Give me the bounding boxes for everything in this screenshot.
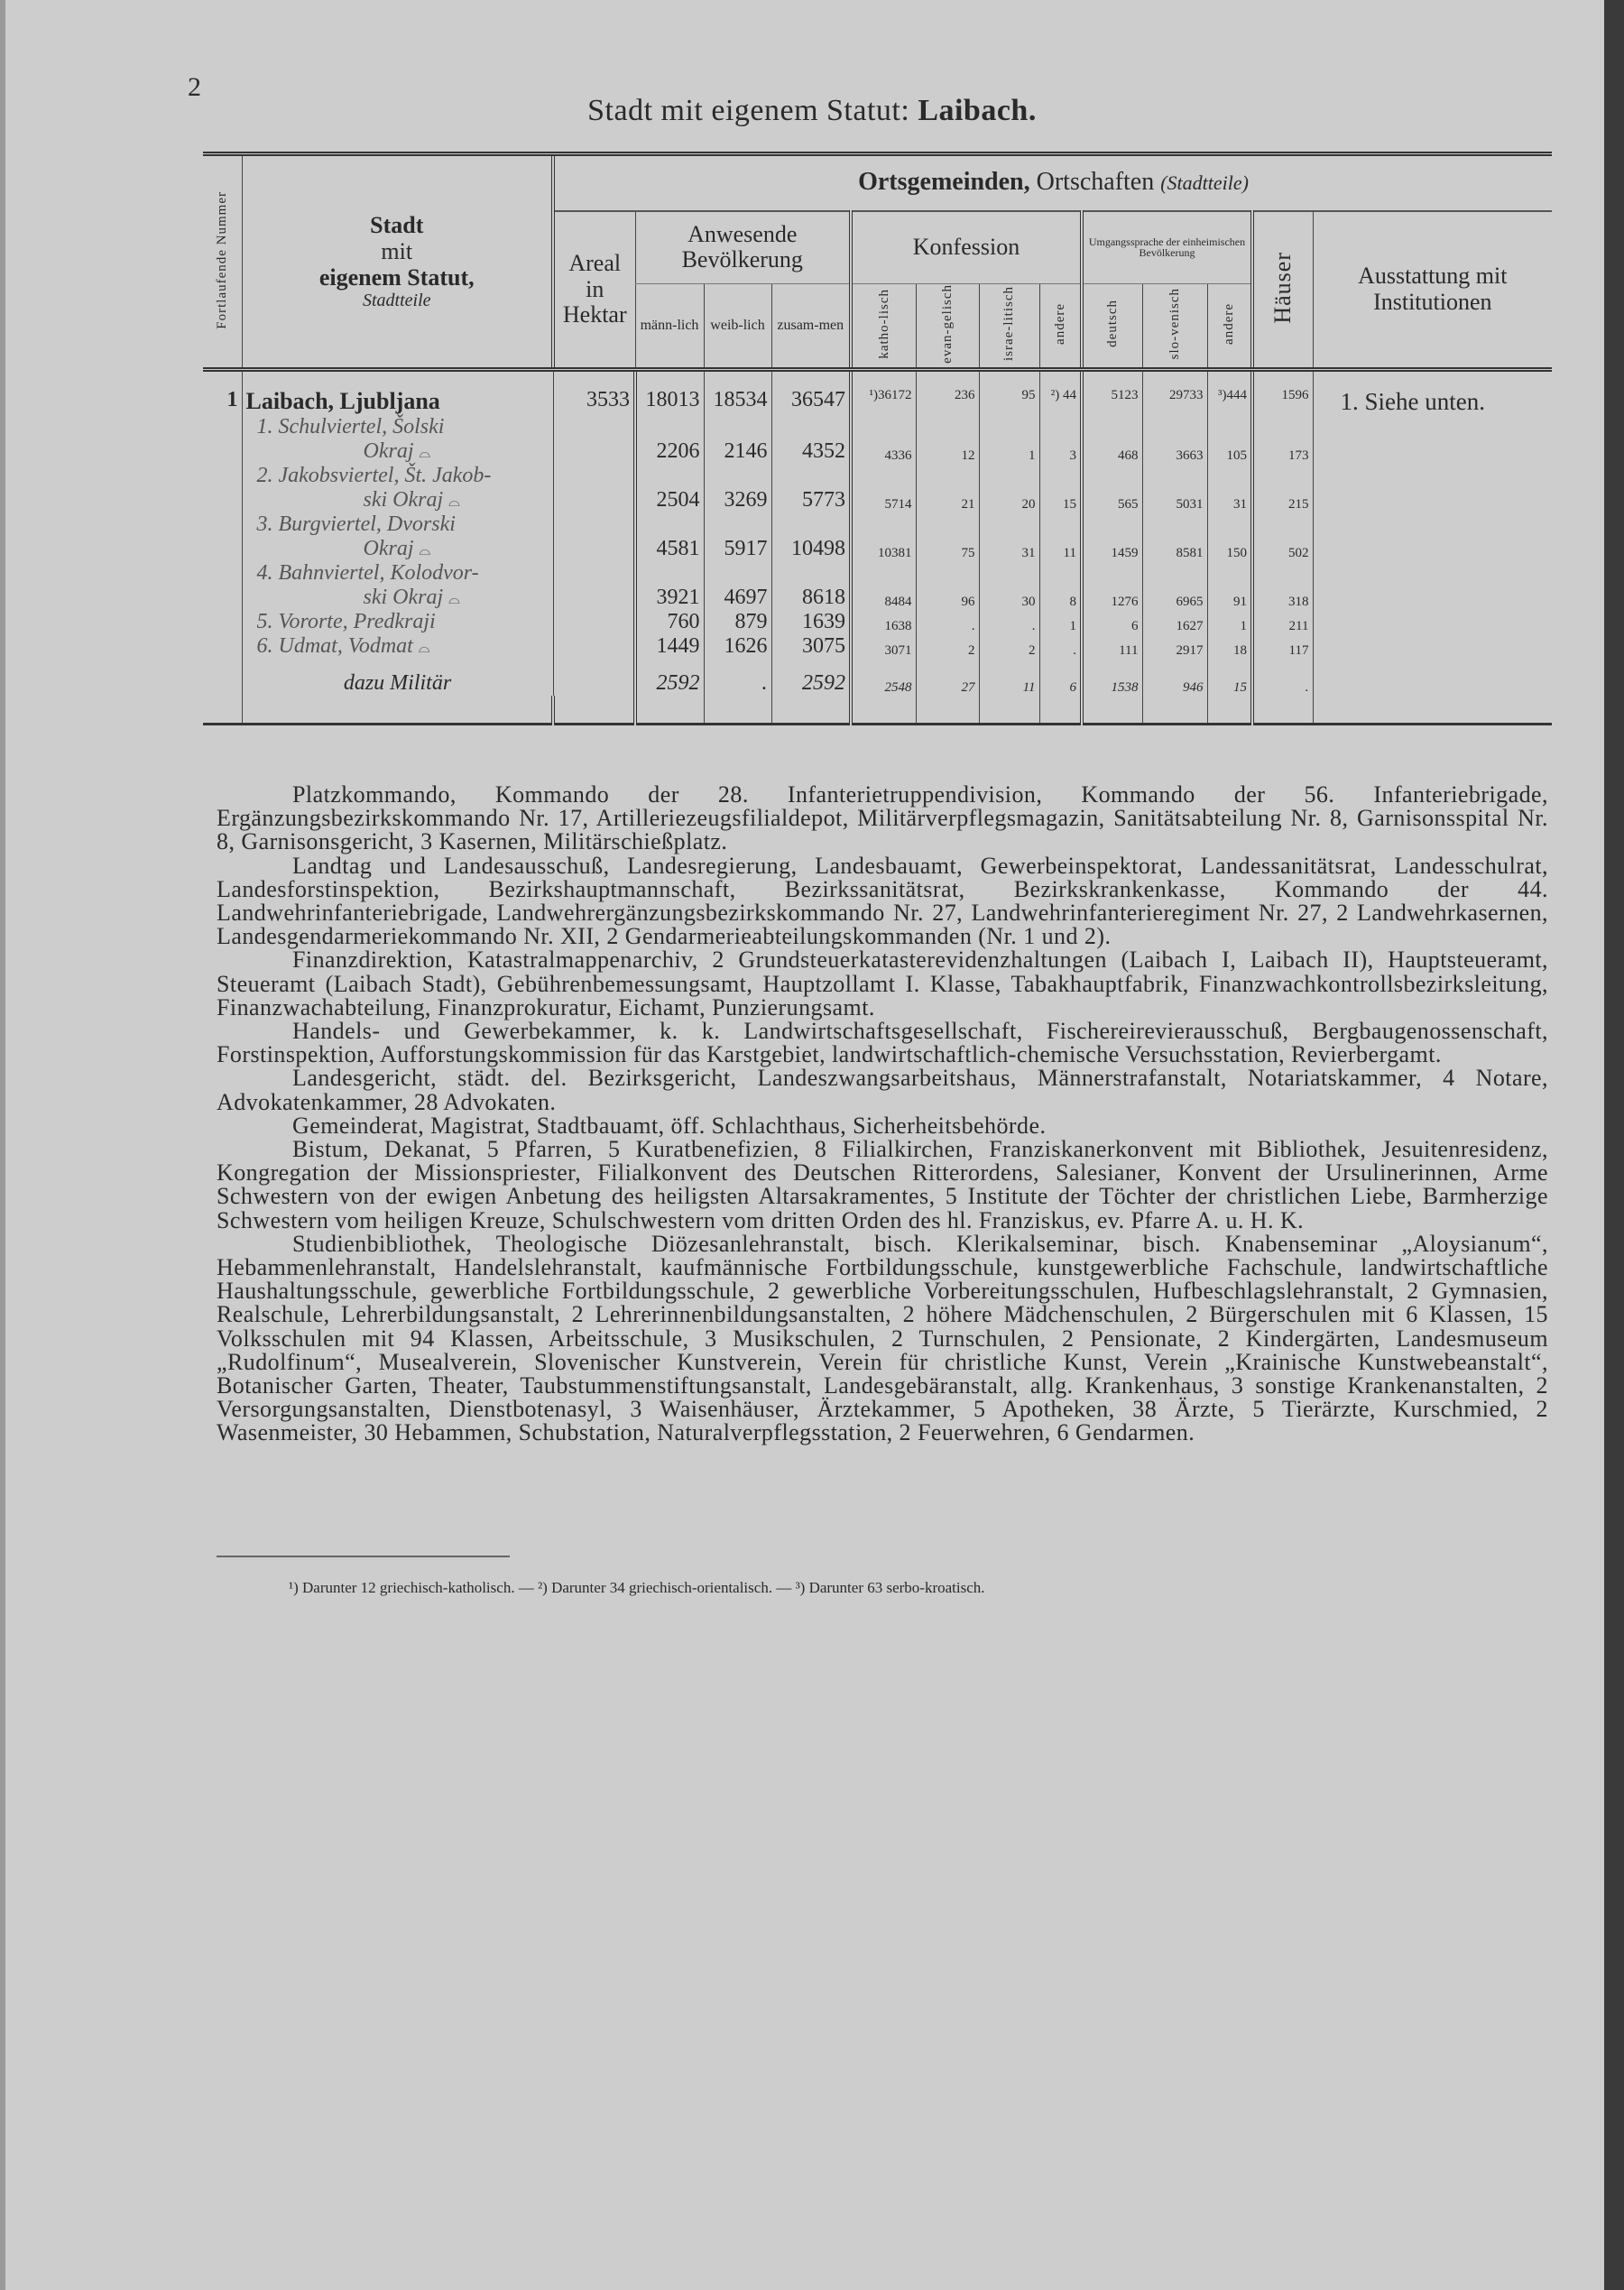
header-ort-italic: (Stadtteile) <box>1160 171 1249 195</box>
cell-pop-total: 10498 <box>771 512 851 561</box>
cell-areal <box>553 634 635 659</box>
cell-pop-total: 2592 <box>771 659 851 696</box>
cell-konf-isr: 30 <box>979 561 1039 610</box>
scan-edge-left <box>0 0 5 2290</box>
header-umgangssprache: Umgangssprache der einheimischen Bevölkerung <box>1082 211 1252 284</box>
cell-konf-isr: 2 <box>979 634 1039 659</box>
cell-konf-ev: 75 <box>916 512 979 561</box>
cell-areal <box>553 464 635 512</box>
cell-lang-and: 18 <box>1207 634 1252 659</box>
cell-pop-male: 1449 <box>635 634 704 659</box>
cell-houses: 211 <box>1252 610 1313 634</box>
row-number <box>203 634 242 659</box>
cell-lang-de: 111 <box>1082 634 1142 659</box>
cell-pop-total: 4352 <box>771 415 851 464</box>
cell-pop-male: 4581 <box>635 512 704 561</box>
header-city-l4: Stadtteile <box>362 291 431 311</box>
cell-konf-kath: 2548 <box>851 659 916 696</box>
cell-konf-kath: 3071 <box>851 634 916 659</box>
spacer-cell <box>771 696 851 725</box>
cell-pop-male: 2206 <box>635 415 704 464</box>
header-konf-kath <box>851 284 916 370</box>
cell-konf-kath: 5714 <box>851 464 916 512</box>
row-label-line: ski Okraj <box>363 488 444 512</box>
spacer-cell <box>1252 696 1313 725</box>
spacer-cell <box>635 696 704 725</box>
cell-konf-ev: 236 <box>916 370 979 416</box>
cell-pop-total: 8618 <box>771 561 851 610</box>
spacer-cell <box>1082 696 1142 725</box>
header-lang-and-label: andere <box>1222 302 1236 345</box>
building-icon: ⌓ <box>448 494 460 511</box>
cell-pop-female: 2146 <box>704 415 771 464</box>
header-konf-kath-label: katho-lisch <box>876 289 891 359</box>
header-ort-rest: Ortschaften <box>1036 168 1155 197</box>
cell-lang-de: 5123 <box>1082 370 1142 416</box>
cell-konf-ev: 27 <box>916 659 979 696</box>
header-city-l1: Stadt <box>370 212 424 239</box>
cell-lang-and: 31 <box>1207 464 1252 512</box>
row-label <box>242 659 553 696</box>
row-number: 1 <box>226 388 238 412</box>
header-population: Anwesende Bevölkerung <box>635 211 851 284</box>
scan-edge-right <box>1604 0 1624 2290</box>
header-konf-and-label: andere <box>1052 302 1067 345</box>
cell-konf-and: 3 <box>1039 415 1082 464</box>
spacer-cell <box>203 696 242 725</box>
institutions-paragraph: Platzkommando, Kommando der 28. Infanterietruppendivision, Kommando der 56. Infanteriebrigade, Ergänzungsbezirkskommando Nr. 17, Artilleriezeugsfilialdepot, Militärverpflegsmagazin, Sanitätsabteilung Nr. 8, Garnisonsspital Nr. 8, Garnisonsgericht, 3 Kasernen, Militärschießplatz. <box>217 781 1548 855</box>
header-pop-total: zusam-men <box>771 284 851 370</box>
header-lang-sl-label: slo-venisch <box>1167 288 1182 360</box>
cell-lang-sl: 3663 <box>1142 415 1207 464</box>
cell-konf-and: ²) 44 <box>1039 370 1082 416</box>
cell-konf-isr: 20 <box>979 464 1039 512</box>
footnotes: ¹) Darunter 12 griechisch-katholisch. — ²) Darunter 34 griechisch-orientalisch. — ³) Darunter 63 serbo-kroatisch. <box>289 1579 985 1596</box>
institutions-paragraph: Studienbibliothek, Theologische Diözesanlehranstalt, bisch. Klerikalseminar, bisch. Knabenseminar „Aloysianum“, Hebammenlehranstalt, Handelslehranstalt, kaufmännische Fortbildungsschule, kunstgewerbliche Fachschule, landwirtschaftliche Haushaltungsschule, gewerbliche Fortbildungsschule, 2 gewerbliche Vorbereitungsschulen, Hufbeschlagslehranstalt, 2 Gymnasien, Realschule, Lehrerbildungsanstalt, 2 Lehrerinnenbildungsanstalten, 2 höhere Mädchenschulen, 2 Bürgerschulen mit 6 Klassen, 15 Volksschulen mit 94 Klassen, Arbeitsschule, 3 Musikschulen, 2 Turnschulen, 2 Pensionate, 2 Kindergärten, Landesmuseum „Rudolfinum“, Musealverein, Slovenischer Kunstverein, Verein für christliche Kunst, Verein „Krainische Kunstwebeanstalt“, Botanischer Garten, Theater, Taubstummenstiftungsanstalt, Landesgebäranstalt, allg. Krankenhaus, 3 sonstige Krankenanstalten, 2 Versorgungsanstalten, Dienstbotenasyl, 3 Waisenhäuser, Ärztekammer, 5 Apotheken, 38 Ärzte, 5 Tierärzte, Kurschmied, 2 Wasenmeister, 30 Hebammen, Schubstation, Naturalverpflegsstation, 2 Feuerwehren, 6 Gendarmen. <box>217 1230 1548 1446</box>
cell-konf-kath: 8484 <box>851 561 916 610</box>
cell-pop-female: 4697 <box>704 561 771 610</box>
row-label-line: ski Okraj <box>363 586 444 610</box>
cell-lang-sl: 29733 <box>1142 370 1207 416</box>
row-number <box>203 464 242 512</box>
cell-konf-kath: ¹)36172 <box>851 370 916 416</box>
cell-lang-and: 1 <box>1207 610 1252 634</box>
cell-lang-de: 468 <box>1082 415 1142 464</box>
row-number <box>203 512 242 561</box>
cell-pop-male: 3921 <box>635 561 704 610</box>
cell-lang-and: 105 <box>1207 415 1252 464</box>
row-label-line: 1. Schulviertel, Šolski <box>256 415 445 439</box>
cell-lang-sl: 946 <box>1142 659 1207 696</box>
spacer-cell <box>704 696 771 725</box>
header-city-l2: mit <box>381 237 413 264</box>
cell-pop-female: 5917 <box>704 512 771 561</box>
row-label-line: 2. Jakobsviertel, Št. Jakob- <box>256 464 492 488</box>
header-pop-male: männ-lich <box>635 284 704 370</box>
cell-konf-isr: . <box>979 610 1039 634</box>
row-label-line: Okraj <box>363 439 414 464</box>
cell-lang-sl: 1627 <box>1142 610 1207 634</box>
header-city-l3: eigenem Statut, <box>318 263 475 291</box>
cell-lang-and: 150 <box>1207 512 1252 561</box>
cell-lang-and: 15 <box>1207 659 1252 696</box>
building-icon: ⌓ <box>419 446 431 462</box>
building-icon: ⌓ <box>419 543 431 559</box>
institutions-paragraph: Landtag und Landesausschuß, Landesregierung, Landesbauamt, Gewerbeinspektorat, Landessanitätsrat, Landesschulrat, Landesforstinspektion, Bezirkshauptmannschaft, Bezirkssanitätsrat, Bezirkskrankenkasse, Kommando der 44. Landwehrinfanteriebrigade, Landwehrergänzungsbezirkskommando Nr. 27, Landwehrinfanterieregiment Nr. 27, 2 Landwehrkasernen, Landesgendarmeriekommando Nr. XII, 2 Gendarmerieabteilungskommanden (Nr. 1 und 2). <box>217 852 1548 950</box>
cell-konf-and: 11 <box>1039 512 1082 561</box>
row-label <box>242 610 553 634</box>
row-label <box>242 370 553 416</box>
cell-areal: 3533 <box>553 370 635 416</box>
cell-konf-kath: 1638 <box>851 610 916 634</box>
row-label-line: Laibach, Ljubljana <box>245 388 440 415</box>
table-row <box>203 370 1552 416</box>
institutions-paragraph: Gemeinderat, Magistrat, Stadtbauamt, öff. Schlachthaus, Sicherheitsbehörde. <box>292 1112 1047 1139</box>
cell-areal <box>553 561 635 610</box>
cell-houses: 1596 <box>1252 370 1313 416</box>
row-label <box>242 561 553 610</box>
row-label-line: 6. Udmat, Vodmat <box>256 634 413 659</box>
cell-lang-de: 1459 <box>1082 512 1142 561</box>
header-ortsgemeinden <box>553 154 1552 211</box>
cell-konf-kath: 10381 <box>851 512 916 561</box>
page-title <box>0 94 1624 128</box>
cell-konf-ev: 12 <box>916 415 979 464</box>
institutions-text <box>217 783 1548 1445</box>
cell-konf-isr: 11 <box>979 659 1039 696</box>
header-houses <box>1252 211 1313 370</box>
footnote-divider <box>217 1556 510 1557</box>
header-lang-de <box>1082 284 1142 370</box>
cell-konf-isr: 95 <box>979 370 1039 416</box>
cell-lang-de: 565 <box>1082 464 1142 512</box>
header-konf-ev-label: evan-gelisch <box>939 284 955 364</box>
row-number <box>203 561 242 610</box>
institutions-paragraph: Handels- und Gewerbekammer, k. k. Landwirtschaftsgesellschaft, Fischereirevierausschuß, Bergbaugenossenschaft, Forstinspektion, Aufforstungskommission für das Karstgebiet, landwirtschaftlich-chemische Versuchsstation, Revierbergamt. <box>217 1018 1548 1068</box>
cell-houses: 215 <box>1252 464 1313 512</box>
cell-konf-kath: 4336 <box>851 415 916 464</box>
cell-konf-and: 15 <box>1039 464 1082 512</box>
cell-houses: 502 <box>1252 512 1313 561</box>
row-label-line: dazu Militär <box>343 671 452 696</box>
title-city: Laibach. <box>918 94 1037 127</box>
spacer-cell <box>553 696 635 725</box>
spacer-cell <box>851 696 916 725</box>
row-number <box>203 610 242 634</box>
table-body <box>203 370 1552 725</box>
cell-houses: 117 <box>1252 634 1313 659</box>
cell-pop-male: 18013 <box>635 370 704 416</box>
cell-lang-and: 91 <box>1207 561 1252 610</box>
cell-ausstattung: 1. Siehe unten. <box>1313 370 1552 725</box>
spacer-cell <box>916 696 979 725</box>
header-konf-and <box>1039 284 1082 370</box>
header-ort-main: Ortsgemeinden, <box>858 168 1030 197</box>
cell-konf-and: . <box>1039 634 1082 659</box>
cell-pop-total: 36547 <box>771 370 851 416</box>
cell-houses: 173 <box>1252 415 1313 464</box>
institutions-paragraph: Finanzdirektion, Katastralmappenarchiv, 2 Grundsteuerkatasterevidenzhaltungen (Laibach I, Laibach II), Hauptsteueramt, Steueramt (Laibach Stadt), Gebührenbemessungsamt, Hauptzollamt I. Klasse, Tabakhauptfabrik, Finanzwachkontrollsbezirksleitung, Finanzwachabteilung, Finanzprokuratur, Eichamt, Punzierungsamt. <box>217 946 1548 1020</box>
cell-konf-ev: 21 <box>916 464 979 512</box>
cell-lang-de: 1538 <box>1082 659 1142 696</box>
cell-pop-female: 1626 <box>704 634 771 659</box>
header-number <box>203 154 242 370</box>
header-konf-ev <box>916 284 979 370</box>
cell-pop-female: 3269 <box>704 464 771 512</box>
header-lang-de-label: deutsch <box>1105 300 1120 348</box>
building-icon: ⌓ <box>448 592 460 608</box>
cell-konf-and: 6 <box>1039 659 1082 696</box>
building-icon: ⌓ <box>418 641 430 657</box>
header-konf-isr <box>979 284 1039 370</box>
cell-areal <box>553 659 635 696</box>
cell-pop-male: 2504 <box>635 464 704 512</box>
cell-pop-total: 1639 <box>771 610 851 634</box>
cell-lang-sl: 5031 <box>1142 464 1207 512</box>
cell-pop-male: 760 <box>635 610 704 634</box>
spacer-cell <box>979 696 1039 725</box>
institutions-paragraph: Landesgericht, städt. del. Bezirksgericht, Landeszwangsarbeitshaus, Männerstrafanstalt, Notariatskammer, 4 Notare, Advokatenkammer, 28 Advokaten. <box>217 1065 1548 1115</box>
header-konf-isr-label: israe-litisch <box>1001 286 1017 362</box>
statistics-table <box>203 152 1552 725</box>
cell-lang-and: ³)444 <box>1207 370 1252 416</box>
spacer-cell <box>1207 696 1252 725</box>
cell-konf-ev: 96 <box>916 561 979 610</box>
title-prefix: Stadt mit eigenem Statut: <box>587 94 910 127</box>
cell-houses: . <box>1252 659 1313 696</box>
cell-konf-and: 1 <box>1039 610 1082 634</box>
cell-konf-isr: 1 <box>979 415 1039 464</box>
cell-areal <box>553 610 635 634</box>
header-areal: Areal in Hektar <box>553 211 635 370</box>
header-houses-label: Häuser <box>1269 251 1296 324</box>
row-label <box>242 634 553 659</box>
cell-lang-de: 6 <box>1082 610 1142 634</box>
cell-houses: 318 <box>1252 561 1313 610</box>
row-number <box>203 415 242 464</box>
header-number-label: Fortlaufende Nummer <box>215 190 229 329</box>
cell-konf-ev: . <box>916 610 979 634</box>
header-pop-female: weib-lich <box>704 284 771 370</box>
cell-areal <box>553 512 635 561</box>
cell-pop-total: 5773 <box>771 464 851 512</box>
cell-pop-female: 879 <box>704 610 771 634</box>
row-label-line: 3. Burgviertel, Dvorski <box>256 512 456 537</box>
cell-konf-isr: 31 <box>979 512 1039 561</box>
table-header <box>203 154 1552 370</box>
spacer-cell <box>1142 696 1207 725</box>
row-label-line: 5. Vororte, Predkraji <box>256 610 436 634</box>
row-label <box>242 464 553 512</box>
spacer-cell <box>242 696 553 725</box>
cell-lang-de: 1276 <box>1082 561 1142 610</box>
cell-pop-female: 18534 <box>704 370 771 416</box>
row-label <box>242 512 553 561</box>
row-label-line: 4. Bahnviertel, Kolodvor- <box>256 561 479 586</box>
cell-areal <box>553 415 635 464</box>
cell-pop-total: 3075 <box>771 634 851 659</box>
cell-pop-male: 2592 <box>635 659 704 696</box>
cell-lang-sl: 6965 <box>1142 561 1207 610</box>
cell-konf-and: 8 <box>1039 561 1082 610</box>
institutions-paragraph: Bistum, Dekanat, 5 Pfarren, 5 Kuratbenefizien, 8 Filialkirchen, Franziskanerkonvent mit Bibliothek, Jesuitenresidenz, Kongregation der Missionspriester, Filialkonvent des Deutschen Ritterordens, Salesianer, Konvent der Ursulinerinnen, Arme Schwestern von der ewigen Anbetung des heiligsten Altarsakramentes, 5 Institute der Töchter der christlichen Liebe, Barmherzige Schwestern vom heiligen Kreuze, Schulschwestern vom dritten Orden des hl. Franziskus, ev. Pfarre A. u. H. K. <box>217 1136 1548 1233</box>
header-city <box>242 154 553 370</box>
spacer-cell <box>1039 696 1082 725</box>
header-lang-sl <box>1142 284 1207 370</box>
cell-pop-female: . <box>704 659 771 696</box>
cell-konf-ev: 2 <box>916 634 979 659</box>
row-number <box>203 659 242 696</box>
cell-lang-sl: 2917 <box>1142 634 1207 659</box>
row-label-line: Okraj <box>363 537 414 561</box>
page-number: 2 <box>188 72 201 102</box>
header-konfession: Konfession <box>851 211 1082 284</box>
header-ausstattung: Ausstattung mit Institutionen <box>1313 211 1552 370</box>
row-label <box>242 415 553 464</box>
header-lang-and <box>1207 284 1252 370</box>
cell-lang-sl: 8581 <box>1142 512 1207 561</box>
